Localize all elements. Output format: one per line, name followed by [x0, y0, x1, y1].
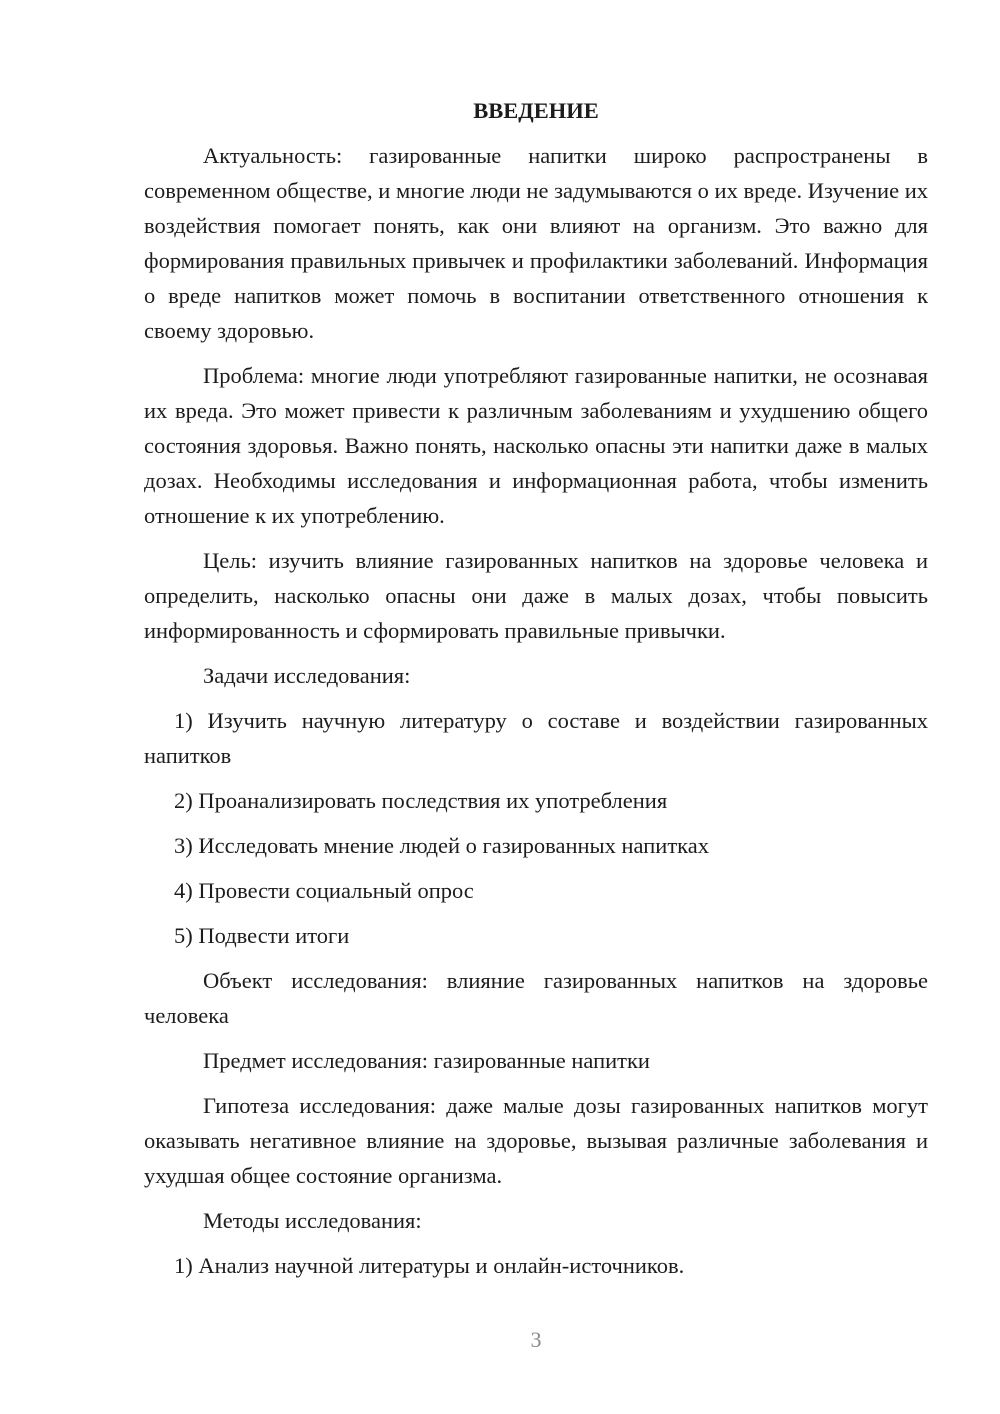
paragraph-goal: Цель: изучить влияние газированных напитков на здоровье человека и определить, насколько опасны они даже в малых дозах, чтобы повысить информированность и сформировать правильные привычки. [144, 548, 928, 643]
task-item-5: 5) Подвести итоги [174, 923, 350, 948]
paragraph-object: Объект исследования: влияние газированных напитков на здоровье человека [144, 968, 928, 1028]
paragraph-subject: Предмет исследования: газированные напитки [203, 1048, 650, 1073]
task-item-3: 3) Исследовать мнение людей о газированных напитках [174, 833, 709, 858]
task-item-4: 4) Провести социальный опрос [174, 878, 474, 903]
methods-heading: Методы исследования: [203, 1208, 422, 1233]
task-item-2: 2) Проанализировать последствия их употребления [174, 788, 668, 813]
method-item-1: 1) Анализ научной литературы и онлайн-источников. [174, 1253, 685, 1278]
section-title: ВВЕДЕНИЕ [473, 98, 599, 123]
document-body [144, 96, 928, 1293]
task-item-1: 1) Изучить научную литературу о составе и воздействии газированных напитков [144, 708, 928, 768]
paragraph-hypothesis: Гипотеза исследования: даже малые дозы газированных напитков могут оказывать негативное влияние на здоровье, вызывая различные заболевания и ухудшая общее состояние организма. [144, 1093, 928, 1188]
paragraph-relevance: Актуальность: газированные напитки широко распространены в современном обществе, и многие люди не задумываются о их вреде. Изучение их воздействия помогает понять, как они влияют на организм. Это важно для формирования правильных привычек и профилактики заболеваний. Информация о вреде напитков может помочь в воспитании ответственного отношения к своему здоровью. [144, 143, 928, 343]
page-number: 3 [530, 1327, 542, 1352]
paragraph-problem: Проблема: многие люди употребляют газированные напитки, не осознавая их вреда. Это может привести к различным заболеваниям и ухудшению общего состояния здоровья. Важно понять, насколько опасны эти напитки даже в малых дозах. Необходимы исследования и информационная работа, чтобы изменить отношение к их употреблению. [144, 363, 928, 528]
tasks-heading: Задачи исследования: [203, 663, 411, 688]
